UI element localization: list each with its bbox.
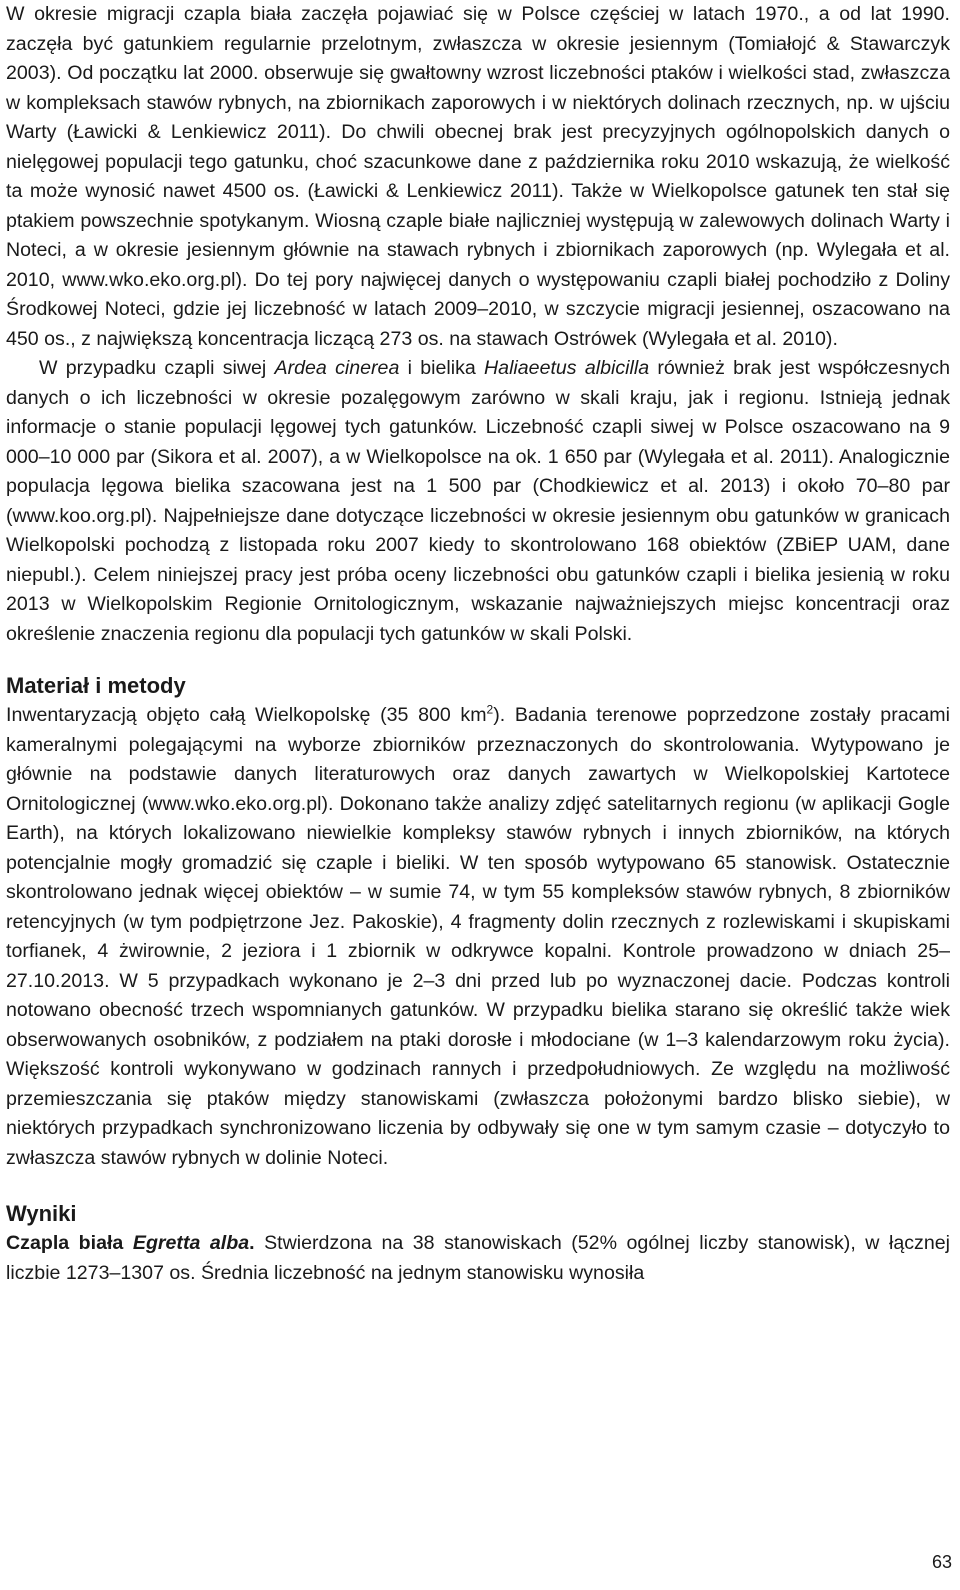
superscript-two: 2 bbox=[486, 702, 494, 717]
species-common-name: Czapla biała bbox=[6, 1232, 133, 1254]
species-name-white-tailed-eagle: Haliaeetus albicilla bbox=[484, 357, 650, 379]
methods-paragraph bbox=[6, 701, 950, 1173]
section-heading-results: Wyniki bbox=[6, 1201, 77, 1226]
paragraph-2-text: i bielika bbox=[399, 357, 485, 379]
paragraph-2-text: również brak jest współczesnych danych o ich liczebności w okresie pozalęgowym zarówno w skali kraju, jak i regionu. Istnieją jednak informacje o stanie populacji lęgowej tych gatunków. Liczebność czapli siwej w Polsce oszacowano na 9 000–10 000 par (Sikora et al. 2007), a w Wielkopolsce na ok. 1 650 par (Wylegała et al. 2011). Analogicznie populacja lęgowa bielika szacowana jest na 1 500 par (Chodkiewicz et al. 2013) i około 70–80 par (www.koo.org.pl). Najpełniejsze dane dotyczące liczebności w okresie jesiennym obu gatunków w granicach Wielkopolski pochodzą z listopada roku 2007 kiedy to skontrolowano 168 obiektów (ZBiEP UAM, dane niepubl.). Celem niniejszej pracy jest próba oceny liczebności obu gatunków czapli i bielika jesienią w roku 2013 w Wielkopolskim Regionie Ornitologicznym, wskazanie najważniejszych miejsc koncentracji oraz określenie znaczenia regionu dla populacji tych gatunków w skali Polski. bbox=[6, 357, 951, 645]
species-name-grey-heron: Ardea cinerea bbox=[274, 357, 400, 379]
page-number: 63 bbox=[931, 1552, 952, 1572]
methods-text: Inwentaryzacją objęto całą Wielkopolskę (35 800 km bbox=[6, 704, 487, 726]
species-heading-period: . bbox=[249, 1232, 255, 1254]
species-latin-name: Egretta alba bbox=[132, 1232, 250, 1254]
intro-paragraph-2 bbox=[6, 354, 950, 649]
intro-paragraph-1: W okresie migracji czapla biała zaczęła pojawiać się w Polsce częściej w latach 1970., a od lat 1990. zaczęła być gatunkiem regularnie przelotnym, zwłaszcza w okresie jesiennym (Tomiałojć & Stawarczyk 2003). Od początku lat 2000. obserwuje się gwałtowny wzrost liczebności ptaków i wielkości stad, zwłaszcza w kompleksach stawów rybnych, na zbiornikach zaporowych i w niektórych dolinach rzecznych, np. w ujściu Warty (Ławicki & Lenkiewicz 2011). Do chwili obecnej brak jest precyzyjnych ogólnopolskich danych o nielęgowej populacji tego gatunku, choć szacunkowe dane z października roku 2010 wskazują, że wielkość ta może wynosić nawet 4500 os. (Ławicki & Lenkiewicz 2011). Także w Wielkopolsce gatunek ten stał się ptakiem powszechnie spotykanym. Wiosną czaple białe najliczniej występują w zalewowych dolinach Warty i Noteci, a w okresie jesiennym głównie na stawach rybnych i zbiornikach zaporowych (np. Wylegała et al. 2010, www.wko.eko.org.pl). Do tej pory najwięcej danych o występowaniu czapli białej pochodziło z Doliny Środkowej Noteci, gdzie jej liczebność w latach 2009–2010, w szczycie migracji jesiennej, oszacowano na 450 os., z największą koncentracja liczącą 273 os. na stawach Ostrówek (Wylegała et al. 2010). bbox=[6, 3, 950, 350]
section-heading-methods: Materiał i metody bbox=[6, 673, 186, 698]
paragraph-2-text: W przypadku czapli siwej bbox=[39, 357, 275, 379]
methods-text: ). Badania terenowe poprzedzone zostały pracami kameralnymi polegającymi na wyborze zbiorników przeznaczonych do skontrolowania. Wytypowano je głównie na podstawie danych literaturowych oraz danych zawartych w Wielkopolskiej Kartotece Ornitologicznej (www.wko.eko.org.pl). Dokonano także analizy zdjęć satelitarnych regionu (w aplikacji Gogle Earth), na których lokalizowano niewielkie kompleksy stawów rybnych i innych zbiorników, na których potencjalnie mogły gromadzić się czaple i bieliki. W ten sposób wytypowano 65 stanowisk. Ostatecznie skontrolowano jednak więcej obiektów – w sumie 74, w tym 55 kompleksów stawów rybnych, 8 zbiorników retencyjnych (w tym podpiętrzone Jez. Pakoskie), 4 fragmenty dolin rzecznych z rozlewiskami i skupiskami torfianek, 4 żwirownie, 2 jeziora i 1 zbiornik w odkrywce kopalni. Kontrole prowadzono w dniach 25–27.10.2013. W 5 przypadkach wykonano je 2–3 dni przed lub po wyznaczonej dacie. Podczas kontroli notowano obecność trzech wspomnianych gatunków. W przypadku bielika starano się określić także wiek obserwowanych osobników, z podziałem na ptaki dorosłe i młodociane (w 1–3 kalendarzowym roku życia). Większość kontroli wykonywano w godzinach rannych i przedpołudniowych. Ze względu na możliwość przemieszczania się ptaków między stanowiskami (zwłaszcza położonymi bardzo blisko siebie), w niektórych przypadkach synchronizowano liczenia by odbywały się one w tym samym czasie – dotyczyło to zwłaszcza stawów rybnych w dolinie Noteci. bbox=[6, 704, 950, 1169]
species-heading-great-egret bbox=[6, 1232, 255, 1254]
results-text: Stwierdzona na 38 stanowiskach (52% ogólnej liczby stanowisk), w łącznej liczbie 1273–1307 os. Średnia liczebność na jednym stanowisku wynosiła bbox=[6, 1232, 950, 1284]
page-content bbox=[6, 0, 950, 1288]
results-paragraph bbox=[6, 1229, 950, 1288]
